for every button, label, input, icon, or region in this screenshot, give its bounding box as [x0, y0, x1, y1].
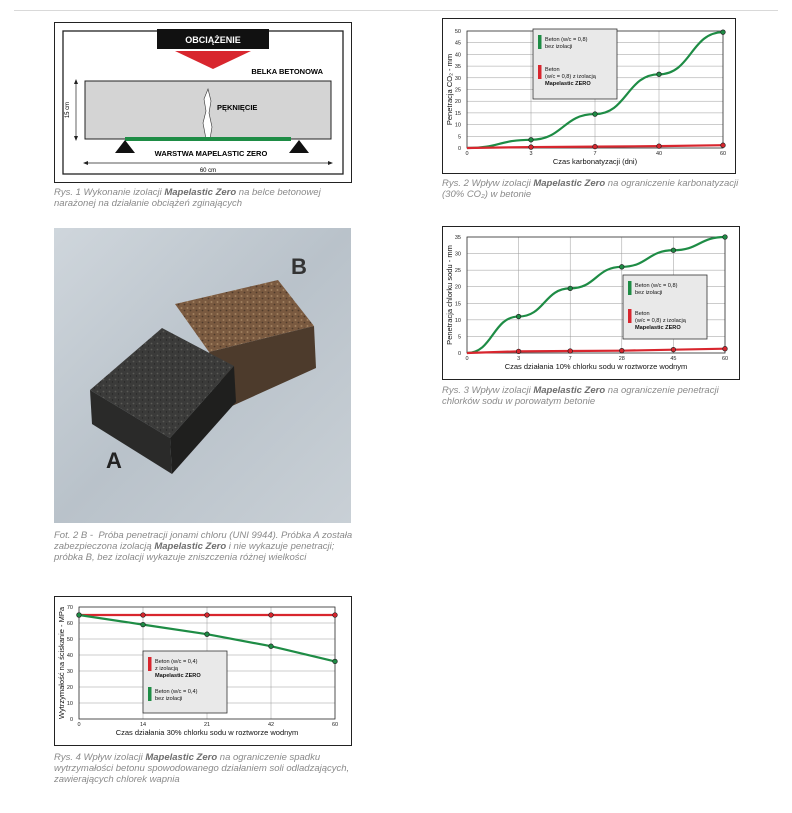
width-arrow-left-icon — [83, 161, 88, 165]
y-tick-label: 40 — [454, 52, 461, 59]
x-tick-label: 42 — [267, 722, 275, 728]
y-tick-label: 60 — [66, 621, 73, 627]
y-tick-label: 0 — [69, 717, 73, 723]
legend-swatch — [628, 281, 632, 295]
fig3-legend — [623, 275, 707, 339]
fig1-caption-bold: Mapelastic Zero — [164, 187, 237, 198]
y-axis-label: Penetracja CO₂ - mm — [445, 53, 454, 126]
x-tick-label: 0 — [465, 151, 469, 157]
x-axis-label: Czas działania 30% chlorku sodu w roztworze wodnym — [115, 728, 299, 737]
legend-text: bez izolacji — [545, 44, 573, 50]
legend-text: Beton (w/c = 0,4) — [155, 659, 198, 665]
y-tick-label: 10 — [66, 701, 73, 707]
data-point — [141, 622, 146, 627]
data-point — [205, 613, 210, 618]
photo-caption-post: i nie wykazuje penetracji; próbka B, bez izolacji wykazuje zniszczenia różnej wielkości — [54, 541, 338, 563]
data-point — [593, 144, 598, 149]
legend-swatch — [148, 657, 152, 671]
y-axis-label: Penetracja chlorku sodu - mm — [445, 245, 454, 345]
fig2-caption-bold: Mapelastic Zero — [533, 178, 606, 189]
data-point — [620, 265, 625, 270]
data-point — [721, 143, 726, 148]
x-tick-label: 60 — [719, 151, 727, 157]
support-left-icon — [115, 140, 135, 153]
x-tick-label: 14 — [139, 722, 147, 728]
y-tick-label: 20 — [454, 99, 461, 106]
x-tick-label: 7 — [568, 356, 572, 362]
support-right-icon — [289, 140, 309, 153]
legend-swatch — [538, 65, 542, 79]
legend-text: bez izolacji — [155, 696, 183, 702]
data-point — [723, 346, 728, 351]
fig3-chart-svg — [443, 227, 739, 379]
x-tick-label: 7 — [593, 151, 597, 157]
legend-text: (w/c = 0,8) z izolacją — [545, 74, 596, 80]
data-point — [568, 349, 573, 354]
data-point — [620, 348, 625, 353]
fig2-chart — [442, 18, 736, 174]
x-tick-label: 3 — [517, 356, 521, 362]
x-axis-label: Czas działania 10% chlorku sodu w roztworze wodnym — [504, 362, 688, 371]
y-tick-label: 40 — [66, 653, 73, 659]
y-tick-label: 70 — [66, 605, 73, 611]
data-point — [568, 286, 573, 291]
legend-text: Beton — [545, 67, 560, 73]
y-tick-label: 5 — [457, 134, 461, 141]
y-tick-label: 45 — [454, 40, 461, 47]
fig4-caption — [54, 752, 354, 785]
photo-caption-bold: Mapelastic Zero — [154, 541, 227, 552]
layer-label: WARSTWA MAPELASTIC ZERO — [154, 149, 268, 158]
photo-caption — [54, 530, 354, 563]
y-tick-label: 5 — [457, 334, 461, 341]
beam-label: BELKA BETONOWA — [251, 67, 323, 76]
y-tick-label: 25 — [454, 87, 461, 94]
sample-photo — [54, 228, 351, 523]
data-point — [141, 613, 146, 618]
load-label: OBCIĄŻENIE — [185, 35, 241, 45]
top-divider — [14, 10, 778, 11]
y-tick-label: 0 — [457, 351, 461, 357]
legend-text: Mapelastic ZERO — [155, 673, 201, 679]
height-arrow-bottom-icon — [74, 136, 78, 141]
legend-text: z izolacją — [155, 666, 179, 672]
data-point — [657, 72, 662, 77]
y-tick-label: 15 — [454, 301, 461, 308]
x-tick-label: 45 — [670, 356, 677, 362]
fig1-caption-pre: Rys. 1 Wykonanie izolacji — [54, 187, 165, 198]
data-point — [77, 613, 82, 618]
data-point — [593, 112, 598, 117]
x-tick-label: 21 — [203, 722, 211, 728]
legend-text: Beton — [635, 311, 650, 317]
x-tick-label: 60 — [331, 722, 339, 728]
fig4-legend — [143, 651, 227, 713]
legend-swatch — [538, 35, 542, 49]
series-line — [467, 349, 725, 353]
y-axis-label: Wytrzymałość na ściskanie - MPa — [57, 606, 66, 720]
fig3-caption-pre: Rys. 3 Wpływ izolacji — [442, 385, 534, 396]
legend-text: Beton (w/c = 0,8) — [545, 37, 588, 43]
y-tick-label: 20 — [66, 685, 73, 691]
height-dim-label: 15 cm — [65, 101, 71, 119]
fig3-caption-post: na ograniczenie penetracji chlorków sodu w porowatym betonie — [442, 385, 722, 407]
y-tick-label: 15 — [454, 110, 461, 117]
data-point — [516, 349, 521, 354]
y-tick-label: 30 — [454, 75, 461, 82]
load-arrow-icon — [175, 51, 251, 69]
data-point — [723, 235, 728, 240]
data-point — [657, 144, 662, 149]
width-dim-label: 60 cm — [199, 168, 217, 174]
y-tick-label: 10 — [454, 317, 461, 324]
data-point — [529, 145, 534, 150]
x-tick-label: 60 — [721, 356, 729, 362]
data-point — [721, 30, 726, 35]
fig3-caption — [442, 385, 742, 407]
height-arrow-top-icon — [74, 79, 78, 84]
y-tick-label: 20 — [454, 284, 461, 291]
data-point — [671, 248, 676, 253]
y-tick-label: 10 — [454, 122, 461, 129]
beam-diagram — [54, 22, 352, 183]
x-tick-label: 0 — [77, 722, 81, 728]
x-tick-label: 0 — [465, 356, 469, 362]
data-point — [333, 613, 338, 618]
y-tick-label: 0 — [457, 146, 461, 152]
y-tick-label: 30 — [66, 669, 73, 675]
legend-swatch — [628, 309, 632, 323]
data-point — [529, 138, 534, 143]
y-tick-label: 25 — [454, 268, 461, 275]
legend-text: Mapelastic ZERO — [635, 325, 681, 331]
sample-photo-svg — [54, 228, 351, 523]
fig1-caption — [54, 187, 354, 209]
x-tick-label: 28 — [618, 356, 625, 362]
legend-text: Beton (w/c = 0,4) — [155, 689, 198, 695]
photo-caption-pre: Fot. 2 B - Próba penetracji jonami chloru (UNI 9944). Próbka A została zabezpieczona izolacją — [54, 530, 355, 552]
legend-text: Beton (w/c = 0,8) — [635, 283, 678, 289]
x-tick-label: 3 — [529, 151, 533, 157]
fig3-caption-bold: Mapelastic Zero — [533, 385, 606, 396]
beam-diagram-svg — [55, 23, 351, 182]
y-tick-label: 35 — [454, 235, 461, 241]
y-tick-label: 30 — [454, 251, 461, 258]
fig4-caption-pre: Rys. 4 Wpływ izolacji — [54, 752, 146, 763]
fig4-caption-post: na ograniczenie spadku wytrzymałości betonu spowodowanego działaniem soli odladzających, zawierających chlorek wapnia — [54, 752, 352, 785]
data-point — [205, 632, 210, 637]
fig4-chart — [54, 596, 352, 746]
legend-text: (w/c = 0,8) z izolacją — [635, 318, 686, 324]
fig2-caption — [442, 178, 742, 200]
fig4-chart-svg — [55, 597, 351, 745]
data-point — [333, 659, 338, 664]
x-axis-label: Czas karbonatyzacji (dni) — [552, 157, 638, 166]
data-point — [269, 644, 274, 649]
legend-text: bez izolacji — [635, 290, 663, 296]
y-tick-label: 50 — [66, 637, 73, 643]
fig2-caption-post: na ograniczenie karbonatyzacji (30% CO₂) w betonie — [442, 178, 741, 200]
fig4-caption-bold: Mapelastic Zero — [145, 752, 218, 763]
fig2-chart-svg — [443, 19, 735, 173]
x-tick-label: 40 — [655, 151, 663, 157]
fig1-caption-post: na belce betonowej narażonej na działanie obciążeń zginających — [54, 187, 324, 209]
data-point — [269, 613, 274, 618]
fig2-legend — [533, 29, 617, 99]
data-point — [671, 347, 676, 352]
label-a: A — [106, 448, 122, 473]
fig3-chart — [442, 226, 740, 380]
mapelastic-layer — [125, 137, 291, 141]
label-b: B — [291, 254, 307, 279]
legend-text: Mapelastic ZERO — [545, 81, 591, 87]
crack-label: PĘKNIĘCIE — [217, 103, 258, 112]
y-tick-label: 50 — [454, 29, 461, 35]
legend-swatch — [148, 687, 152, 701]
data-point — [516, 314, 521, 319]
width-arrow-right-icon — [328, 161, 333, 165]
fig2-caption-pre: Rys. 2 Wpływ izolacji — [442, 178, 534, 189]
y-tick-label: 35 — [454, 64, 461, 71]
